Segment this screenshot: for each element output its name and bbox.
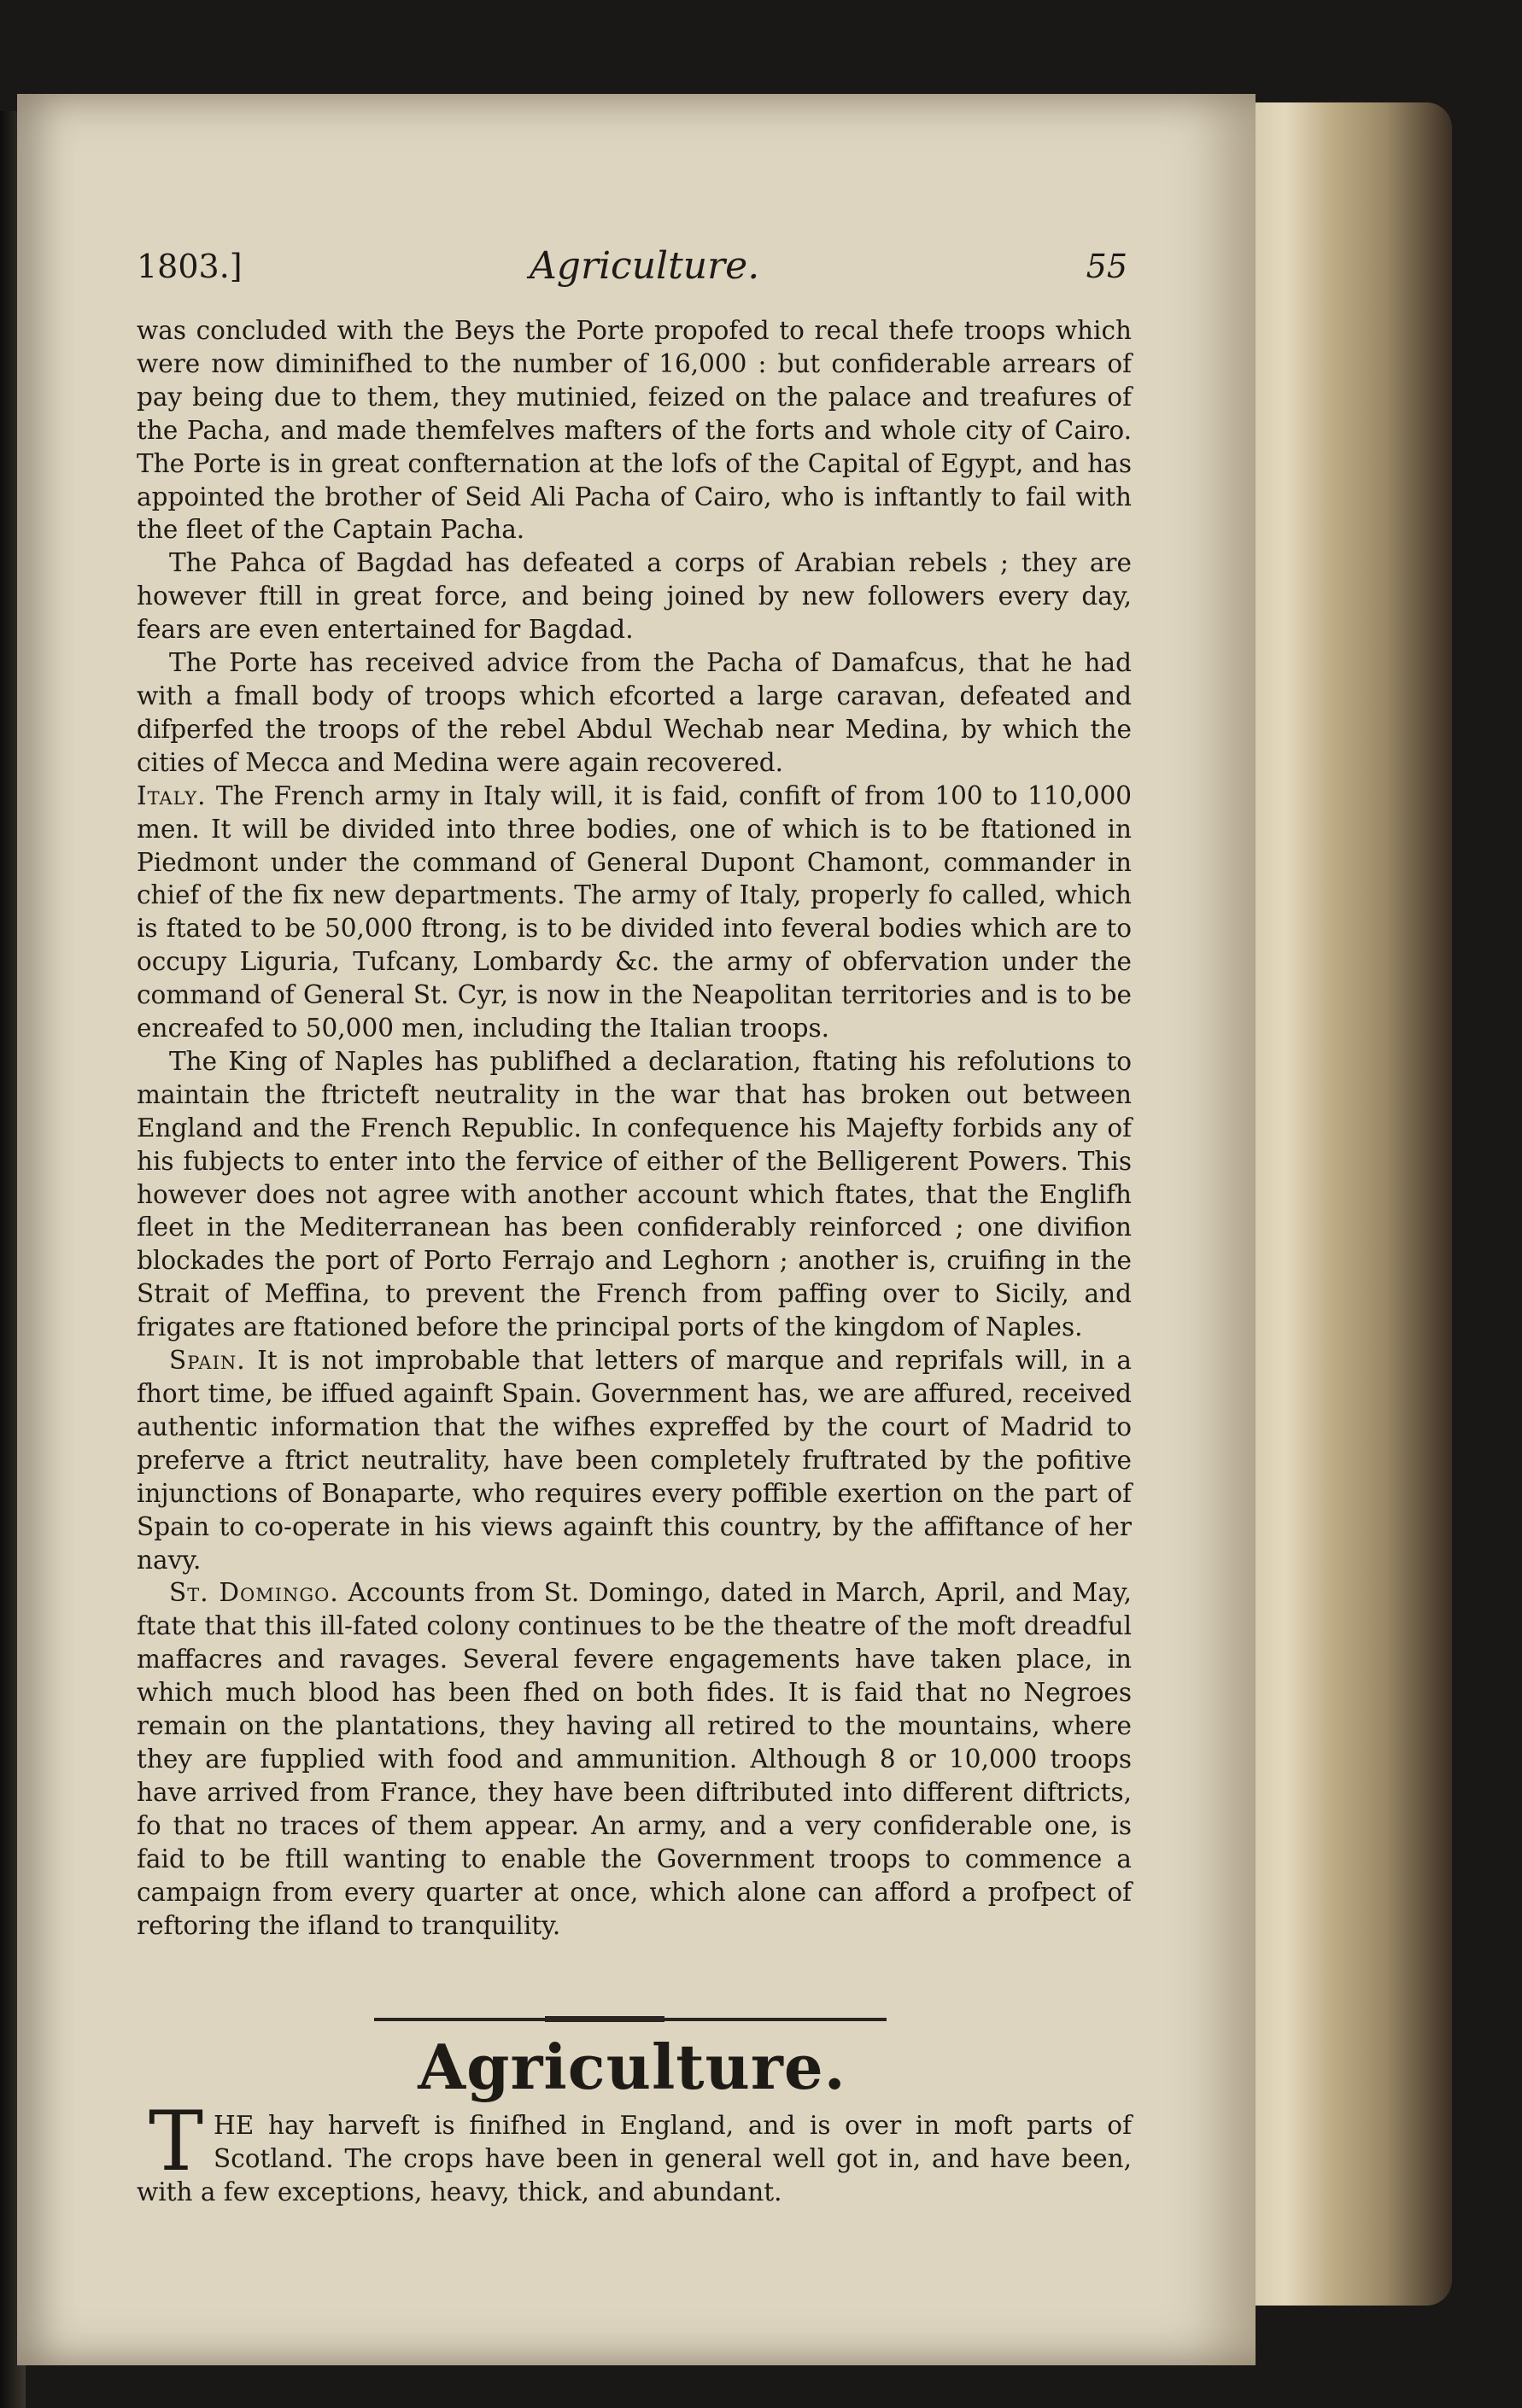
paragraph: The Pahca of Bagdad has defeated a corps of Arabian rebels ; they are however ftill in great force, and being joined by new followers every day, fears are even entertained for Bagdad.	[137, 548, 1132, 645]
drop-cap: T	[149, 2094, 204, 2189]
paragraph-italy: Italy. The French army in Italy will, it is faid, confift of from 100 to 110,000 men. It will be divided into three bodies, one of which is to be ftationed in Piedmont under the command of General Dupont Chamont, commander in chief of the fix new departments. The army of Italy, properly fo called, which is ftated to be 50,000 ftrong, is to be divided into feveral bodies which are to occupy Liguria, Tufcany, Lombardy &c. the army of obfervation under the command of General St. Cyr, is now in the Neapolitan territories and is to be encreafed to 50,000 men, including the Italian troops.	[137, 780, 1132, 1043]
running-head-year: 1803.]	[137, 248, 243, 285]
paragraph-spain: Spain. It is not improbable that letters of marque and reprifals will, in a fhort time, be iffued againft Spain. Government has, we are affured, received authentic information that the wifhes expreffed by the court of Madrid to preferve a ftrict neutrality, have been completely fruftrated by the pofitive injunctions of Bonaparte, who requires every poffible exertion on the part of Spain to co-operate in his views againft this country, by the affiftance of her navy.	[137, 1346, 1132, 1575]
paragraph: The Porte has received advice from the Pacha of Damafcus, that he had with a fmall body of troops which efcorted a large caravan, defeated and difperfed the troops of the rebel Abdul Wechab near Medina, by which the cities of Mecca and Medina were again recovered.	[137, 648, 1132, 777]
paragraph-lead: St. Domingo.	[169, 1578, 339, 1608]
agriculture-paragraph: THE hay harveft is finifhed in England, and is over in moft parts of Scotland. The crops have been in general well got in, and have been, with a few exceptions, heavy, thick, and abundant.	[137, 2094, 1132, 2206]
paragraph: The King of Naples has publifhed a declaration, ftating his refolutions to maintain the ftricteft neutrality in the war that has broken out between England and the French Republic. In confequence his Majefty forbids any of his fubjects to enter into the fervice of either of the Belligerent Powers. This however does not agree with another account which ftates, that the Englifh fleet in the Mediterranean has been confiderably reinforced ; one divifion blockades the port of Porto Ferrajo and Leghorn ; another is, cruifing in the Strait of Meffina, to prevent the French from paffing over to Sicily, and frigates are ftationed before the principal ports of the kingdom of Naples.	[137, 1046, 1132, 1342]
section-heading: Agriculture.	[418, 2031, 846, 2103]
section-divider	[374, 2018, 887, 2021]
running-head-title: Agriculture.	[530, 244, 760, 288]
body-text	[137, 314, 1132, 1942]
page-number: 55	[1086, 248, 1127, 285]
paragraph-lead: Spain.	[169, 1346, 246, 1376]
book-page	[17, 94, 1256, 2365]
page-edges	[1230, 102, 1452, 2306]
paragraph: was concluded with the Beys the Porte propofed to recal thefe troops which were now diminifhed to the number of 16,000 : but confiderable arrears of pay being due to them, they mutinied, feized on the palace and treafures of the Pacha, and made themfelves mafters of the forts and whole city of Cairo. The Porte is in great confternation at the lofs of the Capital of Egypt, and has appointed the brother of Seid Ali Pacha of Cairo, who is inftantly to fail with the fleet of the Captain Pacha.	[137, 316, 1132, 545]
paragraph-lead: Italy.	[137, 780, 207, 810]
paragraph-st-domingo: St. Domingo. Accounts from St. Domingo, dated in March, April, and May, ftate that this ill-fated colony continues to be the theatre of the moft dreadful maffacres and ravages. Several fevere engagements have taken place, in which much blood has been fhed on both fides. It is faid that no Negroes remain on the plantations, they having all retired to the mountains, where they are fupplied with food and ammunition. Although 8 or 10,000 troops have arrived from France, they have been diftributed into different diftricts, fo that no traces of them appear. An army, and a very confiderable one, is faid to be ftill wanting to enable the Government troops to commence a campaign from every quarter at once, which alone can afford a profpect of reftoring the ifland to tranquility.	[137, 1578, 1132, 1940]
running-head	[137, 241, 1127, 292]
